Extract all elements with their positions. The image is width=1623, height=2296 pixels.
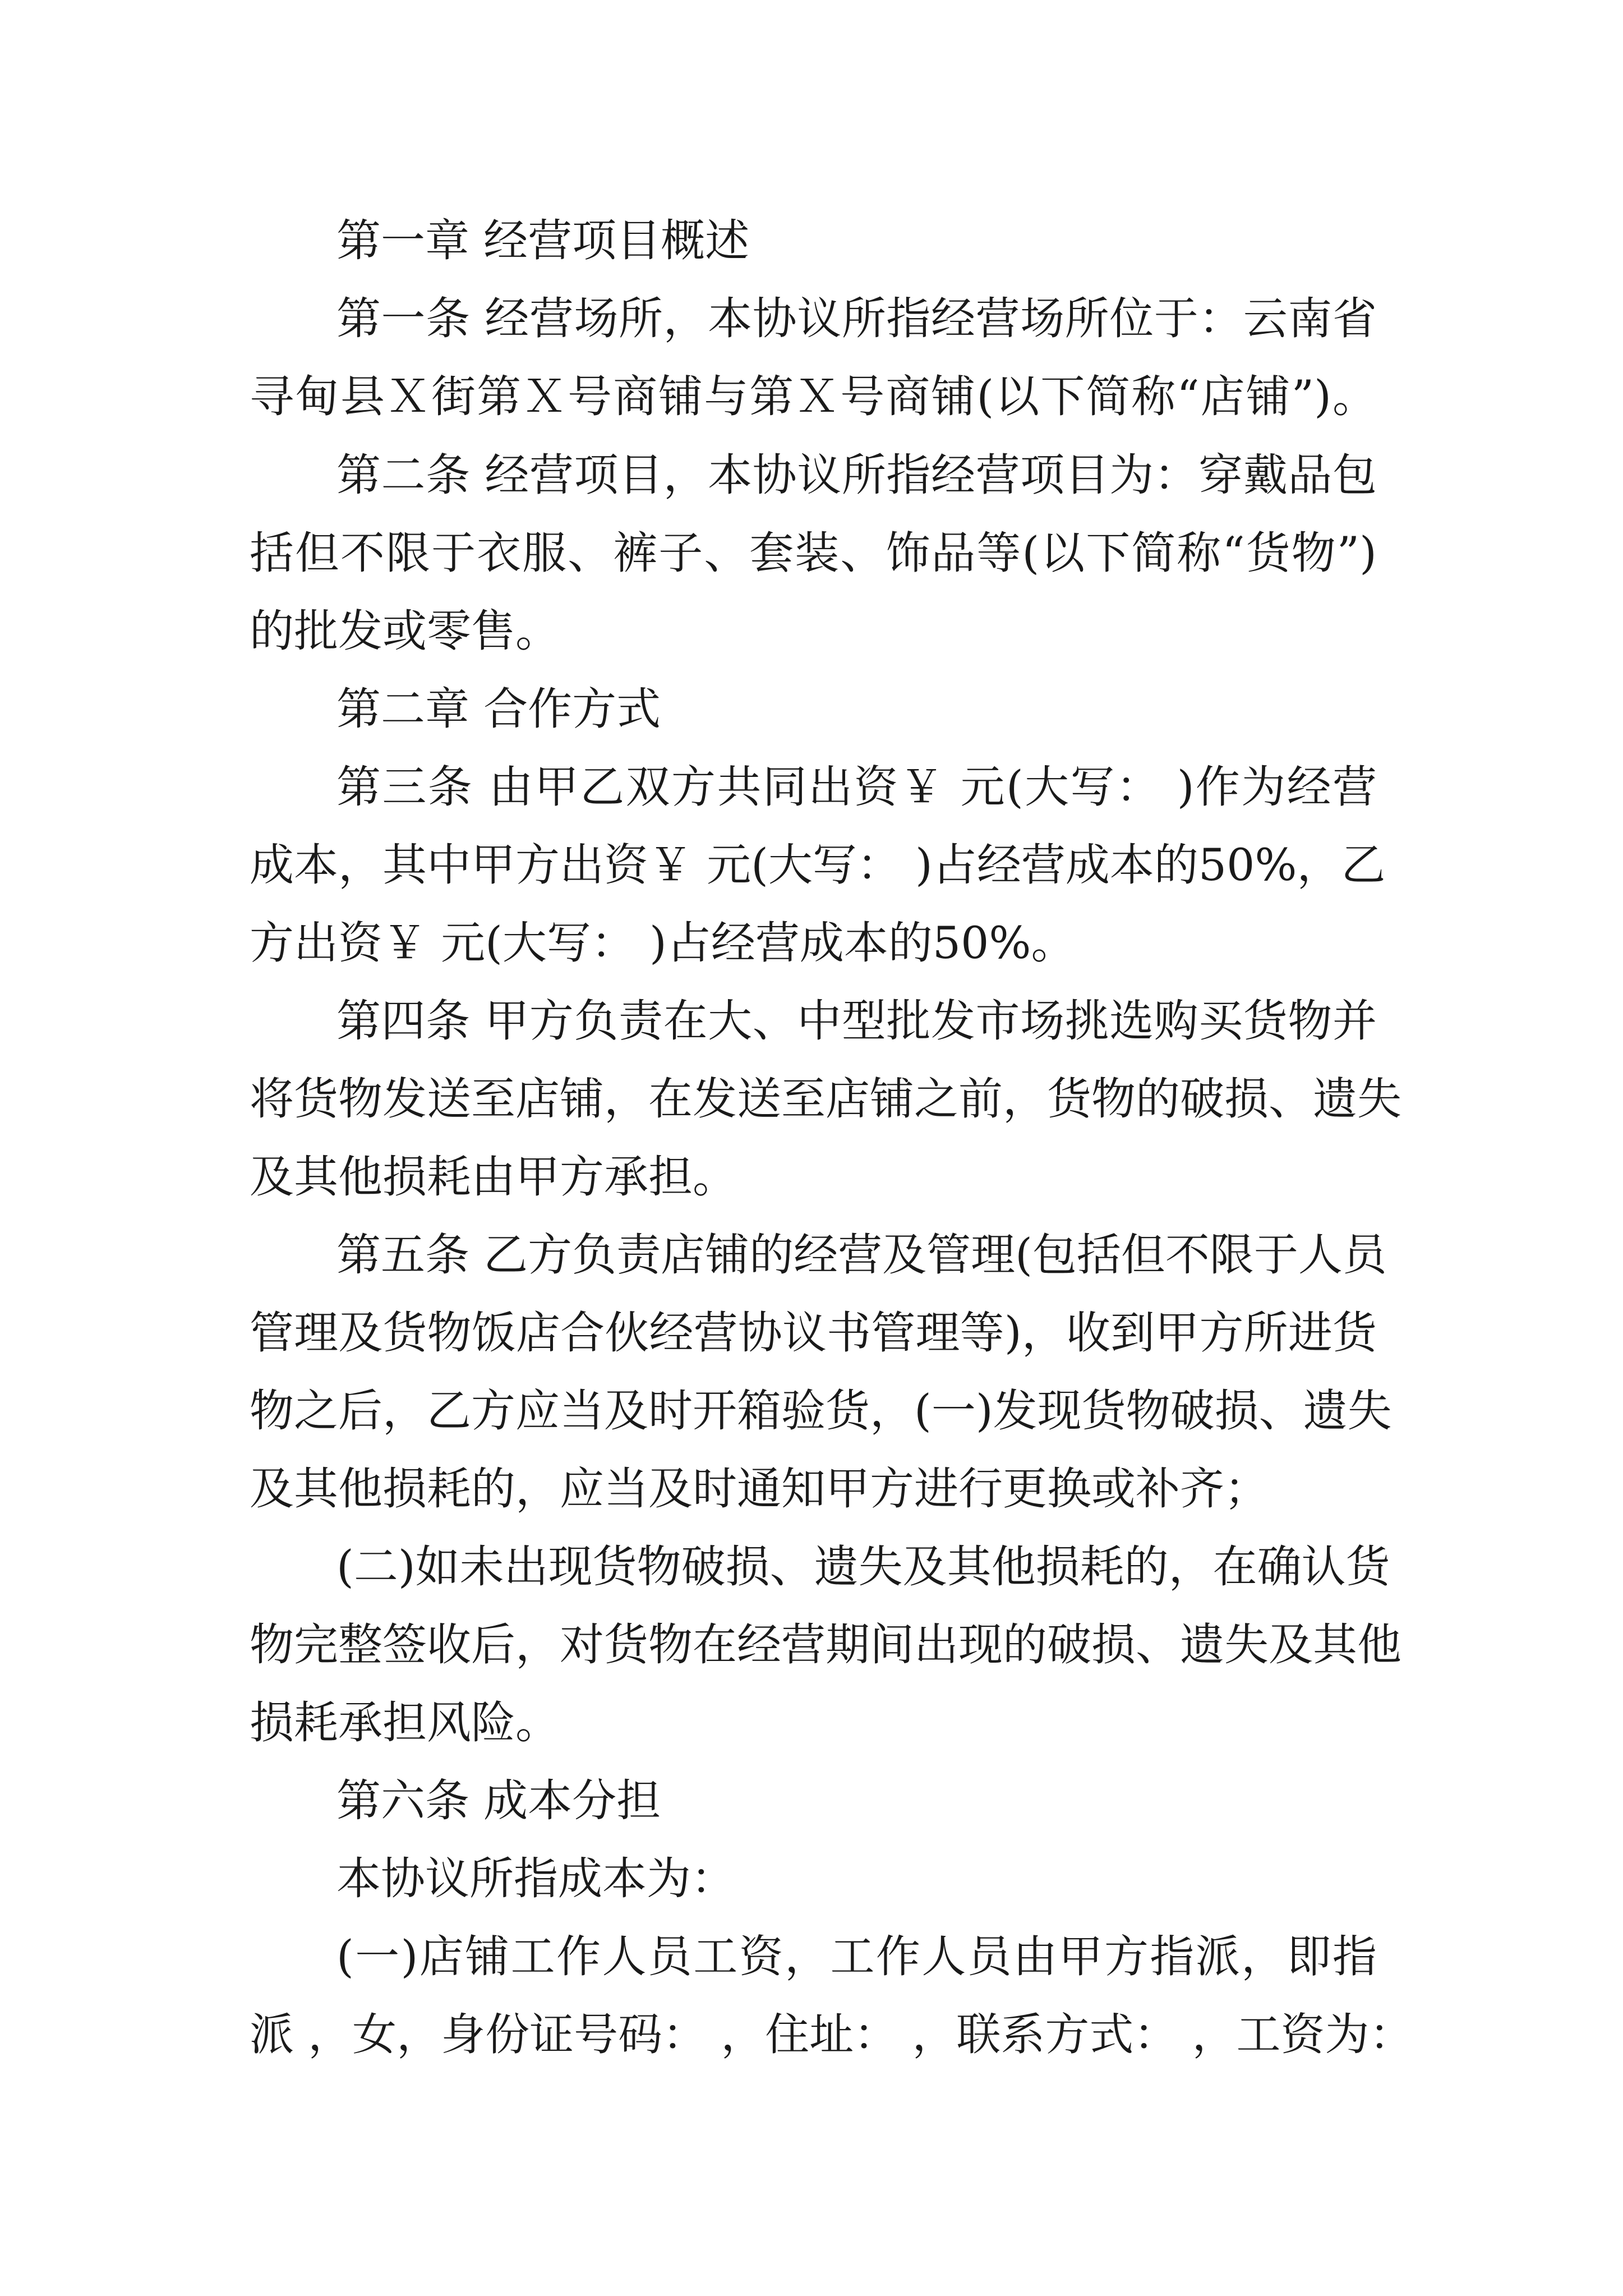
chapter-2-heading: 第二章 合作方式	[336, 683, 661, 735]
article-1-line-2: 寻甸县Ｘ街第Ｘ号商铺与第Ｘ号商铺(以下简称“店铺”)。	[250, 371, 1377, 422]
article-5-line-6: 物完整签收后，对货物在经营期间出现的破损、遗失及其他	[250, 1619, 1401, 1671]
chapter-1-heading: 第一章 经营项目概述	[336, 215, 750, 266]
article-2-line-1: 第二条 经营项目，本协议所指经营项目为：穿戴品包	[336, 449, 1377, 501]
article-1-line-1: 第一条 经营场所，本协议所指经营场所位于：云南省	[336, 293, 1377, 344]
article-5-line-2: 管理及货物饭店合伙经营协议书管理等)，收到甲方所进货	[250, 1307, 1377, 1359]
article-4-line-1: 第四条 甲方负责在大、中型批发市场挑选购买货物并	[336, 995, 1377, 1047]
article-2-line-3: 的批发或零售。	[250, 605, 560, 657]
article-6-intro: 本协议所指成本为：	[336, 1853, 735, 1904]
document-page	[250, 0, 1414, 2296]
article-4-line-2: 将货物发送至店铺，在发送至店铺之前，货物的破损、遗失	[250, 1073, 1401, 1125]
article-6-item-1-line-2: 派 ，女，身份证号码： ，住址： ，联系方式： ，工资为：	[250, 2009, 1414, 2060]
article-5-line-4: 及其他损耗的，应当及时通知甲方进行更换或补齐；	[250, 1463, 1269, 1515]
article-5-line-5: (二)如未出现货物破损、遗失及其他损耗的，在确认货	[336, 1541, 1390, 1593]
article-4-line-3: 及其他损耗由甲方承担。	[250, 1151, 737, 1203]
article-3-line-3: 方出资￥ 元(大写： )占经营成本的50%。	[250, 917, 1076, 969]
article-5-line-7: 损耗承担风险。	[250, 1697, 560, 1749]
article-5-line-3: 物之后，乙方应当及时开箱验货，(一)发现货物破损、遗失	[250, 1385, 1392, 1437]
article-6-item-1-line-1: (一)店铺工作人员工资，工作人员由甲方指派，即指	[336, 1931, 1377, 1982]
article-3-line-1: 第三条 由甲乙双方共同出资￥ 元(大写： )作为经营	[336, 761, 1377, 813]
article-6-heading: 第六条 成本分担	[336, 1775, 661, 1826]
article-2-line-2: 括但不限于衣服、裤子、套装、饰品等(以下简称“货物”)	[250, 527, 1377, 579]
article-3-line-2: 成本，其中甲方出资￥ 元(大写： )占经营成本的50%，乙	[250, 839, 1386, 891]
article-5-line-1: 第五条 乙方负责店铺的经营及管理(包括但不限于人员	[336, 1229, 1387, 1281]
